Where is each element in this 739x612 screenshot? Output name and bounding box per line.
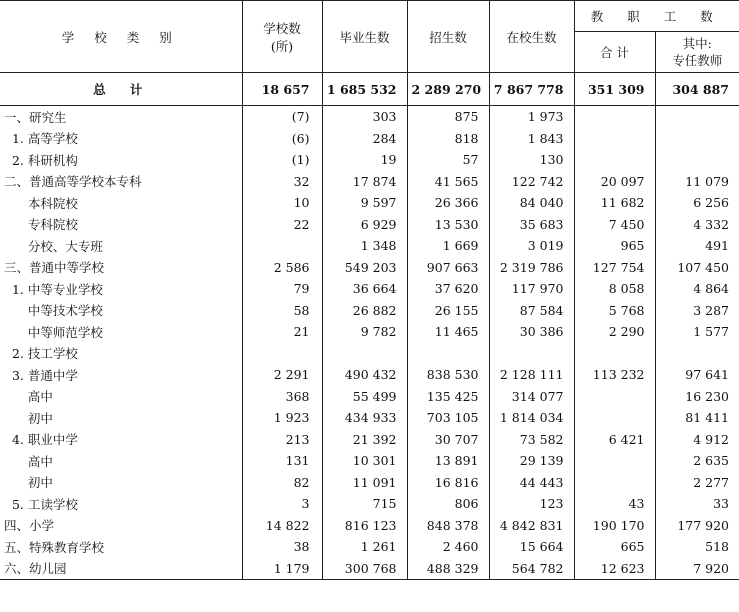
cell-c5 <box>574 149 655 171</box>
cell-c3: 806 <box>407 493 489 515</box>
cell-c4: 73 582 <box>489 429 574 451</box>
cell-c2: 1 261 <box>322 536 407 558</box>
cell-c5: 12 623 <box>574 558 655 580</box>
cell-c3: 37 620 <box>407 278 489 300</box>
cell-c5 <box>574 128 655 150</box>
cell-c2: 9 597 <box>322 192 407 214</box>
cell-c4: 130 <box>489 149 574 171</box>
cell-c6: 107 450 <box>677 259 730 275</box>
cell-c3: 26 366 <box>407 192 489 214</box>
cell-c4: 564 782 <box>489 558 574 580</box>
table-row <box>0 386 739 408</box>
cell-c3: 2 460 <box>407 536 489 558</box>
cell-c1 <box>242 343 322 365</box>
cell-c6: 7 920 <box>693 560 730 576</box>
cell-c5 <box>574 472 655 494</box>
cell-c1: 1 923 <box>242 407 322 429</box>
header-staff: 教 职 工 数 <box>574 1 739 32</box>
cell-c3: 57 <box>407 149 489 171</box>
table-row <box>0 515 739 537</box>
row-label: 3. 普通中学 <box>0 364 242 386</box>
cell-c2: 26 882 <box>322 300 407 322</box>
table-row <box>0 300 739 322</box>
cell-c5: 965 <box>574 235 655 257</box>
table-row <box>0 278 739 300</box>
cell-c2 <box>322 343 407 365</box>
cell-c3: 838 530 <box>407 364 489 386</box>
row-label: 2. 技工学校 <box>0 343 242 365</box>
cell-c2: 21 392 <box>322 429 407 451</box>
cell-c3: 13 530 <box>407 214 489 236</box>
cell-c1: 82 <box>242 472 322 494</box>
cell-c5: 6 421 <box>574 429 655 451</box>
cell-c6: 33 <box>713 496 730 512</box>
cell-c4: 1 814 034 <box>489 407 574 429</box>
row-label: 本科院校 <box>0 192 242 214</box>
cell-c3: 16 816 <box>407 472 489 494</box>
cell-c1: (6) <box>242 128 322 150</box>
row-label: 分校、大专班 <box>0 235 242 257</box>
row-label: 四、小学 <box>0 515 242 537</box>
cell-c3: 26 155 <box>407 300 489 322</box>
cell-c1: 38 <box>242 536 322 558</box>
table-row <box>0 364 739 386</box>
table-row <box>0 171 739 193</box>
cell-c5: 20 097 <box>574 171 655 193</box>
cell-c3: 2 289 270 <box>407 73 489 106</box>
cell-c6: 2 277 <box>693 474 730 490</box>
table-row <box>0 343 739 365</box>
cell-c3: 13 891 <box>407 450 489 472</box>
cell-c1 <box>242 235 322 257</box>
cell-c5: 11 682 <box>574 192 655 214</box>
cell-c1: 14 822 <box>242 515 322 537</box>
row-label: 五、特殊教育学校 <box>0 536 242 558</box>
row-label: 高中 <box>0 386 242 408</box>
row-label: 中等师范学校 <box>0 321 242 343</box>
row-label: 1. 高等学校 <box>0 128 242 150</box>
cell-c2: 490 432 <box>322 364 407 386</box>
row-label: 2. 科研机构 <box>0 149 242 171</box>
cell-c4: 4 842 831 <box>489 515 574 537</box>
cell-c2: 11 091 <box>322 472 407 494</box>
cell-c2: 549 203 <box>322 257 407 279</box>
cell-c4: 2 128 111 <box>489 364 574 386</box>
cell-c1: 368 <box>242 386 322 408</box>
cell-c6: 1 577 <box>693 324 730 340</box>
cell-c4: 123 <box>489 493 574 515</box>
row-label: 六、幼儿园 <box>0 558 242 580</box>
cell-c4: 117 970 <box>489 278 574 300</box>
cell-c5: 351 309 <box>574 73 655 106</box>
cell-c2: 1 348 <box>322 235 407 257</box>
cell-c4: 87 584 <box>489 300 574 322</box>
cell-c5: 5 768 <box>574 300 655 322</box>
cell-c4: 15 664 <box>489 536 574 558</box>
cell-c3: 848 378 <box>407 515 489 537</box>
header-graduates: 毕业生数 <box>322 1 407 73</box>
cell-c4 <box>489 343 574 365</box>
cell-c2: 300 768 <box>322 558 407 580</box>
cell-c1: 79 <box>242 278 322 300</box>
row-label: 总 计 <box>0 73 242 106</box>
row-label: 二、普通高等学校本专科 <box>0 171 242 193</box>
cell-c5 <box>574 386 655 408</box>
cell-c5: 113 232 <box>574 364 655 386</box>
cell-c5: 665 <box>574 536 655 558</box>
cell-c6: 177 920 <box>677 517 730 533</box>
cell-c1: 21 <box>242 321 322 343</box>
cell-c6: 81 411 <box>685 410 730 426</box>
cell-c6: 4 332 <box>693 216 730 232</box>
cell-c3: 1 669 <box>407 235 489 257</box>
cell-c6: 11 079 <box>685 173 730 189</box>
row-label: 专科院校 <box>0 214 242 236</box>
row-label: 5. 工读学校 <box>0 493 242 515</box>
table-row <box>0 536 739 558</box>
cell-c2: 9 782 <box>322 321 407 343</box>
cell-c1: 2 586 <box>242 257 322 279</box>
cell-c2: 434 933 <box>322 407 407 429</box>
cell-c3: 488 329 <box>407 558 489 580</box>
header-schools-label: 学校数 <box>263 20 301 36</box>
cell-c2: 19 <box>322 149 407 171</box>
cell-c1: 10 <box>242 192 322 214</box>
cell-c5 <box>574 407 655 429</box>
row-label: 一、研究生 <box>0 106 242 128</box>
cell-c3: 30 707 <box>407 429 489 451</box>
table-row <box>0 407 739 429</box>
cell-c1: 2 291 <box>242 364 322 386</box>
cell-c4: 30 386 <box>489 321 574 343</box>
cell-c2: 6 929 <box>322 214 407 236</box>
row-label: 中等技术学校 <box>0 300 242 322</box>
header-enrollment: 招生数 <box>407 1 489 73</box>
cell-c3: 703 105 <box>407 407 489 429</box>
table-row <box>0 235 739 257</box>
cell-c6: 16 230 <box>685 388 730 404</box>
cell-c5 <box>574 106 655 128</box>
table-row <box>0 149 739 171</box>
cell-c3: 875 <box>407 106 489 128</box>
cell-c2: 1 685 532 <box>322 73 407 106</box>
cell-c3: 11 465 <box>407 321 489 343</box>
cell-c4: 2 319 786 <box>489 257 574 279</box>
header-schools <box>242 1 322 73</box>
cell-c6: 4 912 <box>693 431 730 447</box>
cell-c2: 10 301 <box>322 450 407 472</box>
header-category: 学 校 类 别 <box>0 1 242 73</box>
cell-c2: 715 <box>322 493 407 515</box>
cell-c3: 135 425 <box>407 386 489 408</box>
row-label: 1. 中等专业学校 <box>0 278 242 300</box>
cell-c4: 44 443 <box>489 472 574 494</box>
cell-c1: (1) <box>242 149 322 171</box>
cell-c5 <box>574 450 655 472</box>
cell-c6: 3 287 <box>693 302 730 318</box>
header-teachers <box>655 32 739 73</box>
cell-c5 <box>574 343 655 365</box>
cell-c1: 58 <box>242 300 322 322</box>
table-row <box>0 257 739 279</box>
cell-c5: 8 058 <box>574 278 655 300</box>
row-label: 4. 职业中学 <box>0 429 242 451</box>
table-row <box>0 429 739 451</box>
cell-c2: 55 499 <box>322 386 407 408</box>
cell-c4: 1 843 <box>489 128 574 150</box>
cell-c4: 84 040 <box>489 192 574 214</box>
table-header <box>0 1 739 73</box>
row-label: 三、普通中等学校 <box>0 257 242 279</box>
table-body <box>0 73 739 580</box>
cell-c1: 22 <box>242 214 322 236</box>
header-schools-unit: (所) <box>270 38 294 54</box>
table-row <box>0 192 739 214</box>
cell-c2: 36 664 <box>322 278 407 300</box>
table-row <box>0 321 739 343</box>
cell-c1: 1 179 <box>242 558 322 580</box>
cell-c4: 3 019 <box>489 235 574 257</box>
cell-c6: 97 641 <box>685 367 730 383</box>
header-teachers-line2: 专任教师 <box>672 53 723 68</box>
table-row <box>0 472 739 494</box>
cell-c6: 304 887 <box>655 73 739 106</box>
total-row <box>0 73 739 106</box>
cell-c6: 491 <box>705 238 730 254</box>
cell-c6 <box>655 343 739 365</box>
table-row <box>0 493 739 515</box>
header-in-school: 在校生数 <box>489 1 574 73</box>
cell-c2: 17 874 <box>322 171 407 193</box>
table-row <box>0 106 739 128</box>
cell-c4: 1 973 <box>489 106 574 128</box>
cell-c1: 131 <box>242 450 322 472</box>
cell-c3 <box>407 343 489 365</box>
row-label: 初中 <box>0 472 242 494</box>
cell-c1: 32 <box>242 171 322 193</box>
cell-c5: 43 <box>574 493 655 515</box>
row-label: 高中 <box>0 450 242 472</box>
header-teachers-line1: 其中: <box>682 36 712 51</box>
cell-c6: 6 256 <box>693 195 730 211</box>
header-staff-total: 合 计 <box>574 32 655 73</box>
table-row <box>0 214 739 236</box>
cell-c6 <box>655 149 739 171</box>
cell-c6: 4 864 <box>693 281 730 297</box>
cell-c6 <box>655 106 739 128</box>
cell-c1: 3 <box>242 493 322 515</box>
cell-c6: 518 <box>705 539 730 555</box>
cell-c6 <box>655 128 739 150</box>
cell-c1: 18 657 <box>242 73 322 106</box>
cell-c2: 284 <box>322 128 407 150</box>
table-row <box>0 450 739 472</box>
cell-c5: 127 754 <box>574 257 655 279</box>
cell-c6: 2 635 <box>693 453 730 469</box>
cell-c4: 314 077 <box>489 386 574 408</box>
cell-c2: 303 <box>322 106 407 128</box>
table-row <box>0 128 739 150</box>
cell-c2: 816 123 <box>322 515 407 537</box>
cell-c5: 190 170 <box>574 515 655 537</box>
cell-c1: 213 <box>242 429 322 451</box>
cell-c4: 122 742 <box>489 171 574 193</box>
cell-c3: 907 663 <box>407 257 489 279</box>
table-row <box>0 558 739 580</box>
cell-c3: 818 <box>407 128 489 150</box>
cell-c5: 7 450 <box>574 214 655 236</box>
cell-c1: (7) <box>242 106 322 128</box>
cell-c3: 41 565 <box>407 171 489 193</box>
cell-c4: 7 867 778 <box>489 73 574 106</box>
cell-c4: 29 139 <box>489 450 574 472</box>
cell-c4: 35 683 <box>489 214 574 236</box>
cell-c5: 2 290 <box>574 321 655 343</box>
row-label: 初中 <box>0 407 242 429</box>
